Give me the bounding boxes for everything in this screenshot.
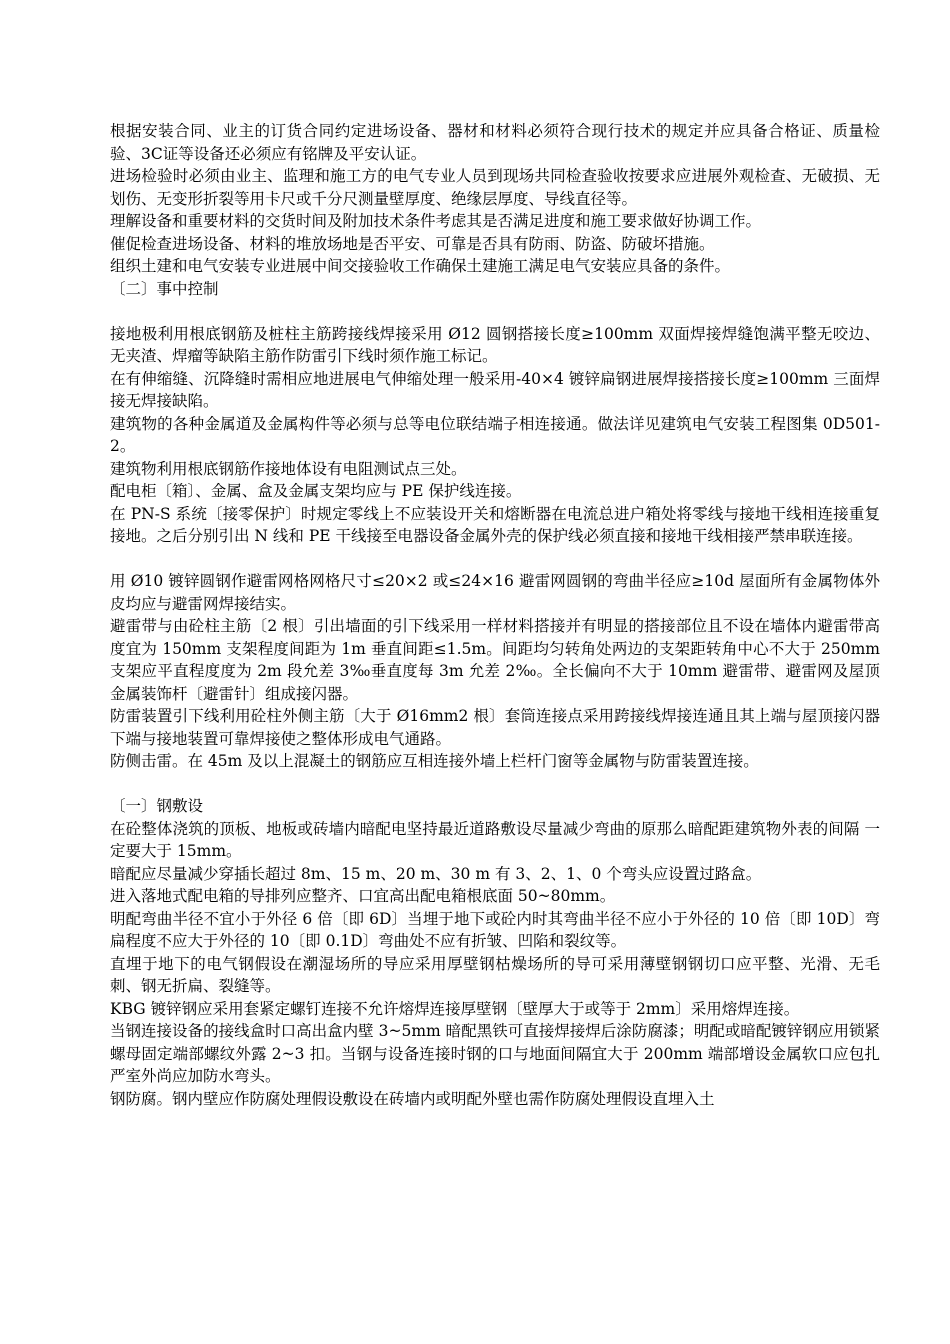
blank-line — [110, 548, 880, 571]
paragraph-24: 直埋于地下的电气钢假设在潮湿场所的导应采用厚壁钢枯燥场所的导可采用薄壁钢钢切口应平整、光滑、无毛刺、钢无折扁、裂缝等。 — [110, 954, 880, 995]
paragraph-22: 进入落地式配电箱的导排列应整齐、口宜高出配电箱根底面 50~80mm。 — [110, 887, 616, 905]
paragraph-10: 建筑物利用根底钢筋作接地体设有电阻测试点三处。 — [110, 459, 467, 478]
blank-line — [110, 300, 880, 323]
section-heading-steel-conduit: 〔一〕钢敷设 — [110, 797, 204, 815]
paragraph-2: 进场检验时必须由业主、监理和施工方的电气专业人员到现场共同检查验收按要求应进展外观检查、无破损、无划伤、无变形折裂等用卡尺或千分尺测量壁厚度、绝缘层厚度、导线直径等。 — [110, 167, 880, 208]
paragraph-8: 在有伸缩缝、沉降缝时需相应地进展电气伸缩处理一般采用-40×4 镀锌扁钢进展焊接搭接长度≥100mm 三面焊接无焊接缺陷。 — [110, 369, 880, 410]
paragraph-12: 在 PN-S 系统〔接零保护〕时规定零线上不应装设开关和熔断器在电流总进户箱处将零线与接地干线相连接重复接地。之后分别引出 N 线和 PE 干线接至电器设备金属外壳的保护线必须直接和接地干线相接严禁串联连接。 — [110, 504, 880, 545]
paragraph-23: 明配弯曲半径不宜小于外径 6 倍〔即 6D〕当埋于地下或砼内时其弯曲半径不应小于外径的 10 倍〔即 10D〕弯扁程度不应大于外径的 10〔即 0.1D〕弯曲处不应有折皱、凹陷和裂纹等。 — [110, 909, 880, 950]
paragraph-11: 配电柜〔箱〕、金属、盒及金属支架均应与 PE 保护线连接。 — [110, 482, 522, 500]
paragraph-4: 催促检查进场设备、材料的堆放场地是否平安、可靠是否具有防雨、防盗、防破坏措施。 — [110, 234, 715, 253]
paragraph-21: 暗配应尽量减少穿插长超过 8m、15 m、20 m、30 m 有 3、2、1、0 个弯头应设置过路盒。 — [110, 864, 762, 883]
blank-line — [110, 773, 880, 796]
paragraph-5: 组织土建和电气安装专业进展中间交接验收工作确保土建施工满足电气安装应具备的条件。 — [110, 257, 731, 275]
document-body — [110, 120, 880, 1110]
paragraph-25: KBG 镀锌钢应采用套紧定螺钉连接不允许熔焊连接厚壁钢〔壁厚大于或等于 2mm〕采用熔焊连接。 — [110, 999, 800, 1018]
paragraph-7: 接地极利用根底钢筋及桩柱主筋跨接线焊接采用 Ø12 圆钢搭接长度≥100mm 双面焊接焊缝饱满平整无咬边、无夹渣、焊瘤等缺陷主筋作防雷引下线时须作施工标记。 — [110, 324, 880, 365]
paragraph-3: 理解设备和重要材料的交货时间及附加技术条件考虑其是否满足进度和施工要求做好协调工作。 — [110, 212, 762, 230]
paragraph-1: 根据安装合同、业主的订货合同约定进场设备、器材和材料必须符合现行技术的规定并应具备合格证、质量检验、3C证等设备还必须应有铭牌及平安认证。 — [110, 122, 880, 163]
paragraph-20: 在砼整体浇筑的顶板、地板或砖墙内暗配电坚持最近道路敷设尽量减少弯曲的原那么暗配距建筑物外表的间隔 一定要大于 15mm。 — [110, 819, 880, 860]
paragraph-17: 防侧击雷。在 45m 及以上混凝土的钢筋应互相连接外墙上栏杆门窗等金属物与防雷装置连接。 — [110, 752, 759, 770]
paragraph-9: 建筑物的各种金属道及金属构件等必须与总等电位联结端子相连接通。做法详见建筑电气安装工程图集 0D501-2。 — [110, 414, 880, 455]
paragraph-27: 钢防腐。钢内壁应作防腐处理假设敷设在砖墙内或明配外壁也需作防腐处理假设直埋入土 — [110, 1089, 715, 1108]
paragraph-14: 用 Ø10 镀锌圆钢作避雷网格网格尺寸≤20×2 或≤24×16 避雷网圆钢的弯曲半径应≥10d 屋面所有金属物体外皮均应与避雷网焊接结实。 — [110, 572, 880, 613]
paragraph-16: 防雷装置引下线利用砼柱外侧主筋〔大于 Ø16mm2 根〕套筒连接点采用跨接线焊接连通且其上端与屋顶接闪器下端与接地装置可靠焊接使之整体形成电气通路。 — [110, 707, 880, 748]
section-heading-in-process-control: 〔二〕事中控制 — [110, 279, 219, 298]
paragraph-26: 当钢连接设备的接线盒时口高出盒内壁 3~5mm 暗配黑铁可直接焊接焊后涂防腐漆；明配或暗配镀锌钢应用锁紧螺母固定端部螺纹外露 2~3 扣。当钢与设备连接时钢的口与地面间隔宜大于 200mm 端部增设金属软口应包扎严室外尚应加防水弯头。 — [110, 1022, 880, 1085]
paragraph-15: 避雷带与由砼柱主筋〔2 根〕引出墙面的引下线采用一样材料搭接并有明显的搭接部位且不设在墙体内避雷带高度宜为 150mm 支架程度间距为 1m 垂直间距≤1.5m。间距均匀转角处两边的支架距转角中心不大于 250mm 支架应平直程度度为 2m 段允差 3‰垂直度每 3m 允差 2‰。全长偏向不大于 10mm 避雷带、避雷网及屋顶金属装饰杆〔避雷针〕组成接闪器。 — [110, 617, 880, 703]
